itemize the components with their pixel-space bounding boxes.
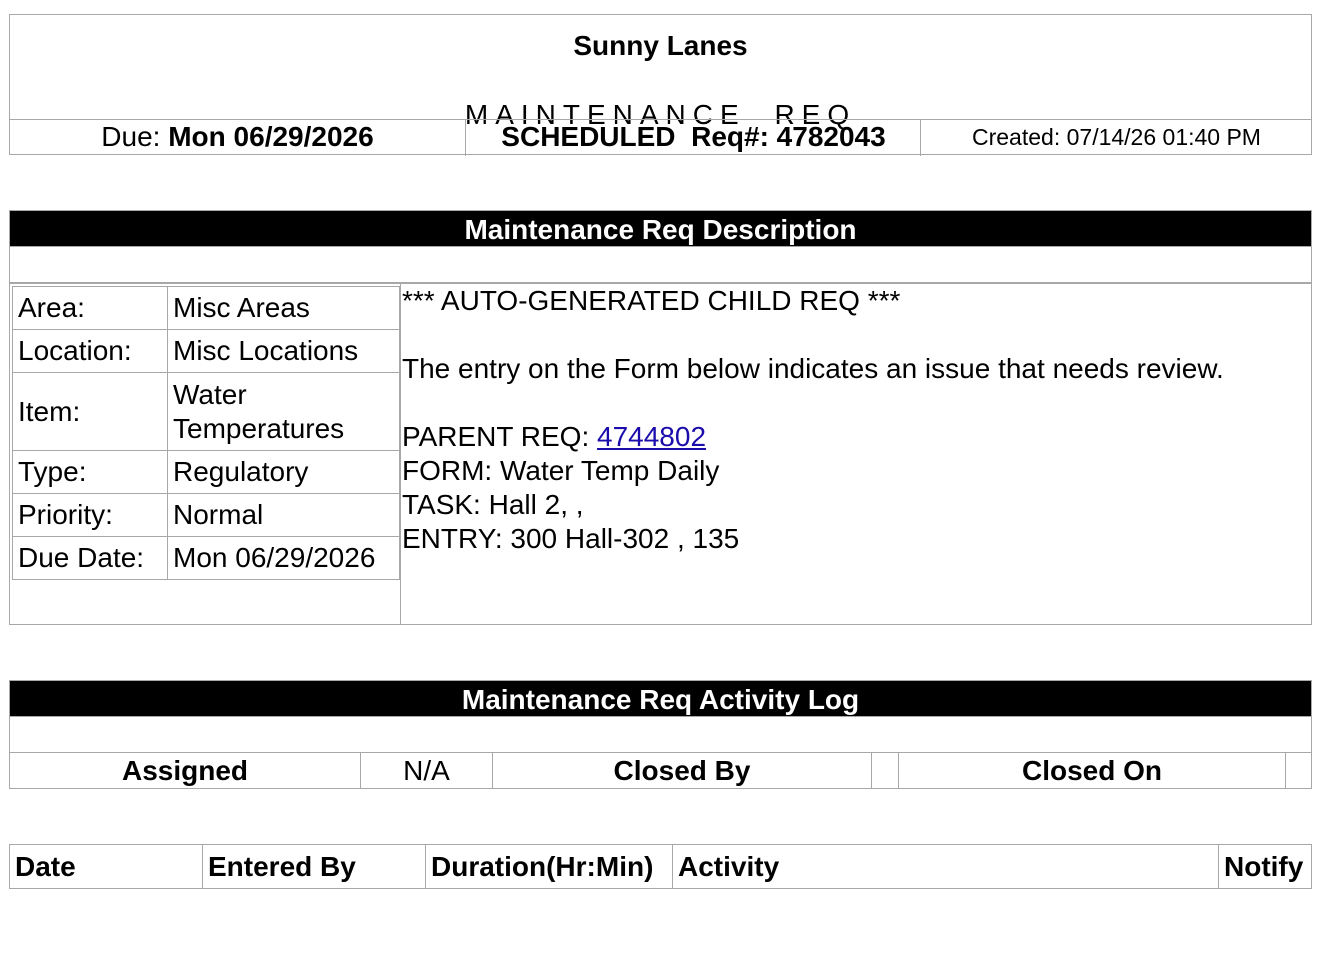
- parent-req-label: PARENT REQ:: [402, 421, 598, 452]
- activity-section-title: Maintenance Req Activity Log: [9, 680, 1312, 717]
- detail-value: Water Temperatures: [168, 373, 400, 451]
- description-spacer-row: [9, 247, 1312, 283]
- req-header: [9, 14, 1312, 155]
- detail-label: Due Date:: [13, 537, 168, 580]
- column-header-date: Date: [15, 851, 76, 882]
- detail-value: Regulatory: [168, 451, 400, 494]
- due-value: Mon 06/29/2026: [168, 121, 374, 152]
- details-table: [12, 286, 400, 580]
- form-line: FORM: Water Temp Daily: [402, 455, 720, 486]
- description-divider: [400, 284, 401, 624]
- entry-line: ENTRY: 300 Hall-302 , 135: [402, 523, 740, 554]
- status-cell: [465, 120, 921, 156]
- document-title: MAINTENANCE REQ: [464, 99, 857, 130]
- column-header-notify: Notify: [1218, 845, 1311, 888]
- activity-log-table: [9, 844, 1312, 889]
- activity-summary-row: [9, 752, 1312, 789]
- auto-generated-banner: *** AUTO-GENERATED CHILD REQ ***: [402, 285, 901, 316]
- detail-row-due-date: [13, 537, 400, 580]
- description-text: [402, 284, 1307, 556]
- column-header-duration: Duration(Hr:Min): [425, 845, 672, 888]
- due-cell: [10, 120, 465, 156]
- detail-row-item: [13, 373, 400, 451]
- description-section-title: Maintenance Req Description: [9, 210, 1312, 247]
- detail-row-type: [13, 451, 400, 494]
- detail-row-priority: [13, 494, 400, 537]
- review-note: The entry on the Form below indicates an issue that needs review.: [402, 353, 1224, 384]
- closed-on-value: [1285, 753, 1311, 788]
- req-label: Req#:: [691, 121, 777, 152]
- closed-by-label: Closed By: [492, 753, 871, 788]
- detail-label: Item:: [13, 373, 168, 451]
- detail-label: Area:: [13, 287, 168, 330]
- detail-value: Normal: [168, 494, 400, 537]
- activity-spacer-row: [9, 717, 1312, 753]
- company-name: Sunny Lanes: [573, 30, 748, 61]
- detail-label: Priority:: [13, 494, 168, 537]
- parent-req-link[interactable]: 4744802: [597, 421, 707, 452]
- task-line: TASK: Hall 2, ,: [402, 489, 584, 520]
- detail-value: Mon 06/29/2026: [168, 537, 400, 580]
- assigned-label: Assigned: [121, 755, 249, 786]
- detail-value: Misc Areas: [168, 287, 400, 330]
- detail-row-location: [13, 330, 400, 373]
- description-panel: [9, 283, 1312, 625]
- status-text: SCHEDULED: [501, 121, 676, 152]
- detail-label: Location:: [13, 330, 168, 373]
- parent-req-line: [402, 420, 1307, 454]
- detail-row-area: [13, 287, 400, 330]
- detail-label: Type:: [13, 451, 168, 494]
- detail-value: Misc Locations: [168, 330, 400, 373]
- created-timestamp: Created: 07/14/26 01:40 PM: [920, 120, 1312, 156]
- assigned-value: N/A: [360, 753, 492, 788]
- closed-on-label: Closed On: [898, 753, 1285, 788]
- req-number: 4782043: [776, 121, 886, 152]
- column-header-entered-by: Entered By: [202, 845, 425, 888]
- column-header-activity: Activity: [672, 845, 1218, 888]
- closed-by-value: [871, 753, 898, 788]
- header-info-row: [10, 119, 1311, 156]
- due-label: Due:: [101, 121, 169, 152]
